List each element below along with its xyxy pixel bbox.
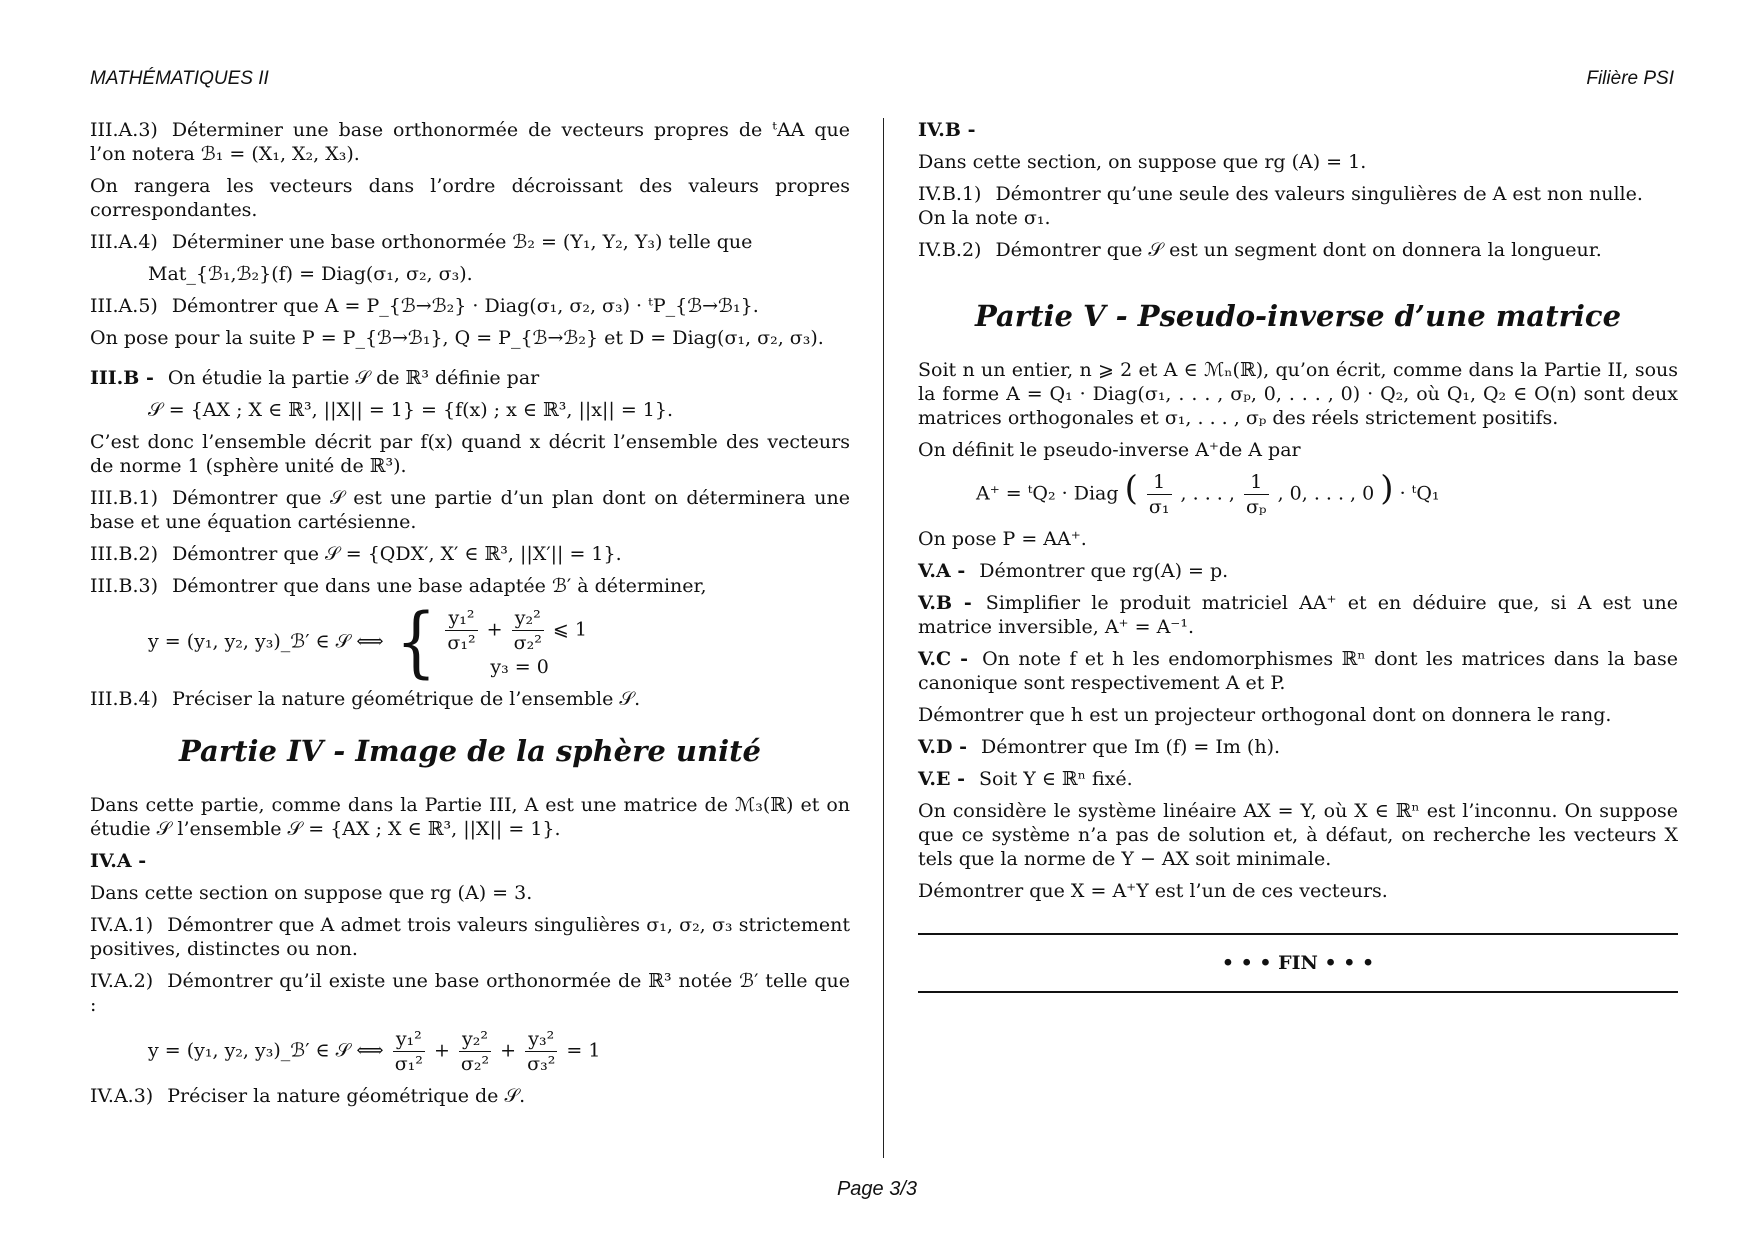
question-label: III.B.3): [90, 575, 159, 597]
fraction: $\frac{\text{y₂²}}{\text{σ₂²}}$: [460, 1028, 490, 1075]
section-VD: [918, 735, 1678, 759]
section-VA: [918, 559, 1678, 583]
paragraph: On considère le système linéaire AX = Y, où X ∈ ℝⁿ est l’inconnu. On suppose que ce système n’a pas de solution et, à défaut, on recherche les vecteurs X tels que la norme de Y − AX soit minimale.: [918, 800, 1678, 870]
paragraph: On définit le pseudo-inverse A⁺de A par: [918, 439, 1301, 461]
horizontal-rule: [918, 991, 1678, 993]
question-text: Démontrer que 𝒮 est une partie d’un plan dont on déterminera une base et une équation cartésienne.: [90, 487, 850, 533]
question-IIIA4: [90, 230, 850, 254]
question-label: IV.A.1): [90, 914, 154, 936]
question-text: Démontrer qu’une seule des valeurs singulières de A est non nulle.: [995, 183, 1643, 205]
question-label: III.B.2): [90, 543, 159, 565]
paragraph: On la note σ₁.: [918, 207, 1051, 229]
fraction: $\frac{\text{y₁²}}{\text{σ₁²}}$: [447, 607, 476, 654]
equation-lhs: A⁺ = ᵗQ₂ · Diag: [976, 482, 1119, 505]
header-subject: MATHÉMATIQUES II: [90, 68, 269, 89]
equation-lhs: y = (y₁, y₂, y₃)_ℬ′ ∈ 𝒮 ⟺: [148, 630, 384, 653]
case-line: y₃ = 0: [490, 656, 549, 678]
section-label: V.C -: [918, 648, 969, 670]
display-equation: 𝒮 = {AX ; X ∈ ℝ³, ||X|| = 1} = {f(x) ; x ∈ ℝ³, ||x|| = 1}.: [148, 399, 674, 421]
paragraph: On pose P = AA⁺.: [918, 528, 1087, 550]
fraction: $\frac{\text{y₁²}}{\text{σ₁²}}$: [394, 1028, 423, 1075]
fraction: $\frac{1}{\text{σ₁}}$: [1148, 471, 1170, 518]
section-label: V.E -: [918, 768, 966, 790]
question-text: Préciser la nature géométrique de l’ensemble 𝒮.: [172, 688, 641, 710]
display-system: [148, 598, 850, 687]
question-text: Démontrer que A admet trois valeurs singulières σ₁, σ₂, σ₃ strictement positives, distinctes ou non.: [90, 914, 850, 960]
question-IIIB2: [90, 542, 850, 566]
section-text: On note f et h les endomorphismes ℝⁿ dont les matrices dans la base canonique sont respectivement A et P.: [918, 648, 1678, 694]
fraction: $\frac{1}{\text{σₚ}}$: [1245, 471, 1267, 518]
question-text: Préciser la nature géométrique de 𝒮.: [167, 1085, 526, 1107]
section-label: V.B -: [918, 592, 972, 614]
section-text: Démontrer que rg(A) = p.: [979, 560, 1229, 582]
display-equation: y = (y₁, y₂, y₃)_ℬ′ ∈ 𝒮 ⟺ $\frac{\text{y₁²}}{\text{σ₁²}}$ + $\frac{\text{y₂²}}{\text{σ₂²}}$ + $\frac{\text{y₃²}}{\text{σ₃²}}$ = 1: [148, 1028, 601, 1075]
section-IVA-heading: IV.A -: [90, 850, 147, 872]
section-text: On étudie la partie 𝒮 de ℝ³ définie par: [167, 367, 540, 389]
paragraph: C’est donc l’ensemble décrit par f(x) quand x décrit l’ensemble des vecteurs de norme 1 (sphère unité de ℝ³).: [90, 431, 850, 477]
paragraph: Dans cette section, on suppose que rg (A) = 1.: [918, 151, 1367, 173]
question-label: IV.B.2): [918, 239, 982, 261]
paragraph: On rangera les vecteurs dans l’ordre décroissant des valeurs propres correspondantes.: [90, 175, 850, 221]
section-VE: [918, 767, 1678, 791]
question-label: IV.A.3): [90, 1085, 154, 1107]
question-IVA1: [90, 913, 850, 961]
question-text: Démontrer que dans une base adaptée ℬ′ à déterminer,: [172, 575, 707, 597]
display-equation: A⁺ = ᵗQ₂ · Diag ( $\frac{1}{\text{σ₁}}$ , . . . , $\frac{1}{\text{σₚ}}$ , 0, . . . , 0 ) · ᵗQ₁: [976, 468, 1440, 518]
part-V-title: Partie V - Pseudo-inverse d’une matrice: [974, 299, 1622, 333]
question-label: III.B.1): [90, 487, 159, 509]
question-IVB1: [918, 182, 1678, 206]
section-label: V.D -: [918, 736, 968, 758]
paragraph: On pose pour la suite P = P_{ℬ→ℬ₁}, Q = P_{ℬ→ℬ₂} et D = Diag(σ₁, σ₂, σ₃).: [90, 327, 824, 349]
question-label: III.A.4): [90, 231, 158, 253]
paragraph: Dans cette partie, comme dans la Partie III, A est une matrice de ℳ₃(ℝ) et on étudie 𝒮 l’ensemble 𝒮 = {AX ; X ∈ ℝ³, ||X|| = 1}.: [90, 794, 850, 840]
question-IIIB3: [90, 574, 850, 598]
column-divider: [883, 118, 884, 1158]
question-text: Déterminer une base orthonormée ℬ₂ = (Y₁, Y₂, Y₃) telle que: [171, 231, 753, 253]
left-column: [90, 118, 850, 1116]
display-equation: Mat_{ℬ₁,ℬ₂}(f) = Diag(σ₁, σ₂, σ₃).: [148, 263, 473, 285]
end-marker: • • • FIN • • •: [1221, 952, 1375, 974]
question-label: III.A.3): [90, 119, 158, 141]
section-VB: [918, 591, 1678, 639]
question-label: III.B.4): [90, 688, 159, 710]
question-IIIA5: [90, 294, 850, 318]
section-text: Démontrer que Im (f) = Im (h).: [981, 736, 1281, 758]
question-IVB2: [918, 238, 1678, 262]
question-text: Démontrer que 𝒮 est un segment dont on donnera la longueur.: [995, 239, 1602, 261]
question-IIIB1: [90, 486, 850, 534]
paragraph: Dans cette section on suppose que rg (A) = 3.: [90, 882, 533, 904]
question-IIIA3: [90, 118, 850, 166]
paragraph: Démontrer que X = A⁺Y est l’un de ces vecteurs.: [918, 880, 1388, 902]
question-text: Démontrer qu’il existe une base orthonormée de ℝ³ notée ℬ′ telle que :: [90, 970, 850, 1016]
paragraph: Démontrer que h est un projecteur orthogonal dont on donnera le rang.: [918, 704, 1612, 726]
paragraph: Soit n un entier, n ⩾ 2 et A ∈ ℳₙ(ℝ), qu’on écrit, comme dans la Partie II, sous la forme A = Q₁ · Diag(σ₁, . . . , σₚ, 0, . . . , 0) · Q₂, où Q₁, Q₂ ∈ O(n) sont deux matrices orthogonales et σ₁, . . . , σₚ des réels strictement positifs.: [918, 359, 1678, 429]
question-label: IV.B.1): [918, 183, 982, 205]
question-label: III.A.5): [90, 295, 158, 317]
section-IIIB: [90, 366, 850, 390]
page-number: Page 3/3: [836, 1178, 918, 1200]
question-label: IV.A.2): [90, 970, 154, 992]
section-text: Soit Y ∈ ℝⁿ fixé.: [979, 768, 1133, 790]
section-text: Simplifier le produit matriciel AA⁺ et en déduire que, si A est une matrice inversible, A⁺ = A⁻¹.: [918, 592, 1678, 638]
section-label: V.A -: [918, 560, 966, 582]
question-text: Déterminer une base orthonormée de vecteurs propres de ᵗAA que l’on notera ℬ₁ = (X₁, X₂, X₃).: [90, 119, 850, 165]
right-column: [918, 118, 1678, 1009]
equation-lhs: y = (y₁, y₂, y₃)_ℬ′ ∈ 𝒮 ⟺: [148, 1039, 384, 1062]
case-system: { $\frac{\text{y₁²}}{\text{σ₁²}}$ + $\frac{\text{y₂²}}{\text{σ₂²}}$ ⩽ 1 y₃ = 0: [395, 598, 587, 687]
question-IIIB4: [90, 687, 850, 711]
section-VC: [918, 647, 1678, 695]
question-IVA3: [90, 1084, 850, 1108]
fraction: $\frac{\text{y₂²}}{\text{σ₂²}}$: [513, 607, 542, 654]
question-text: Démontrer que 𝒮 = {QDX′, X′ ∈ ℝ³, ||X′|| = 1}.: [172, 543, 622, 565]
question-text: Démontrer que A = P_{ℬ→ℬ₂} · Diag(σ₁, σ₂, σ₃) · ᵗP_{ℬ→ℬ₁}.: [171, 295, 759, 317]
horizontal-rule: [918, 933, 1678, 935]
section-label: III.B -: [90, 367, 154, 389]
section-IVB-heading: IV.B -: [918, 119, 976, 141]
part-IV-title: Partie IV - Image de la sphère unité: [179, 734, 761, 768]
header-track: Filière PSI: [1586, 68, 1674, 89]
brace-glyph: {: [395, 598, 437, 687]
question-IVA2: [90, 969, 850, 1017]
fraction: $\frac{\text{y₃²}}{\text{σ₃²}}$: [527, 1028, 556, 1075]
